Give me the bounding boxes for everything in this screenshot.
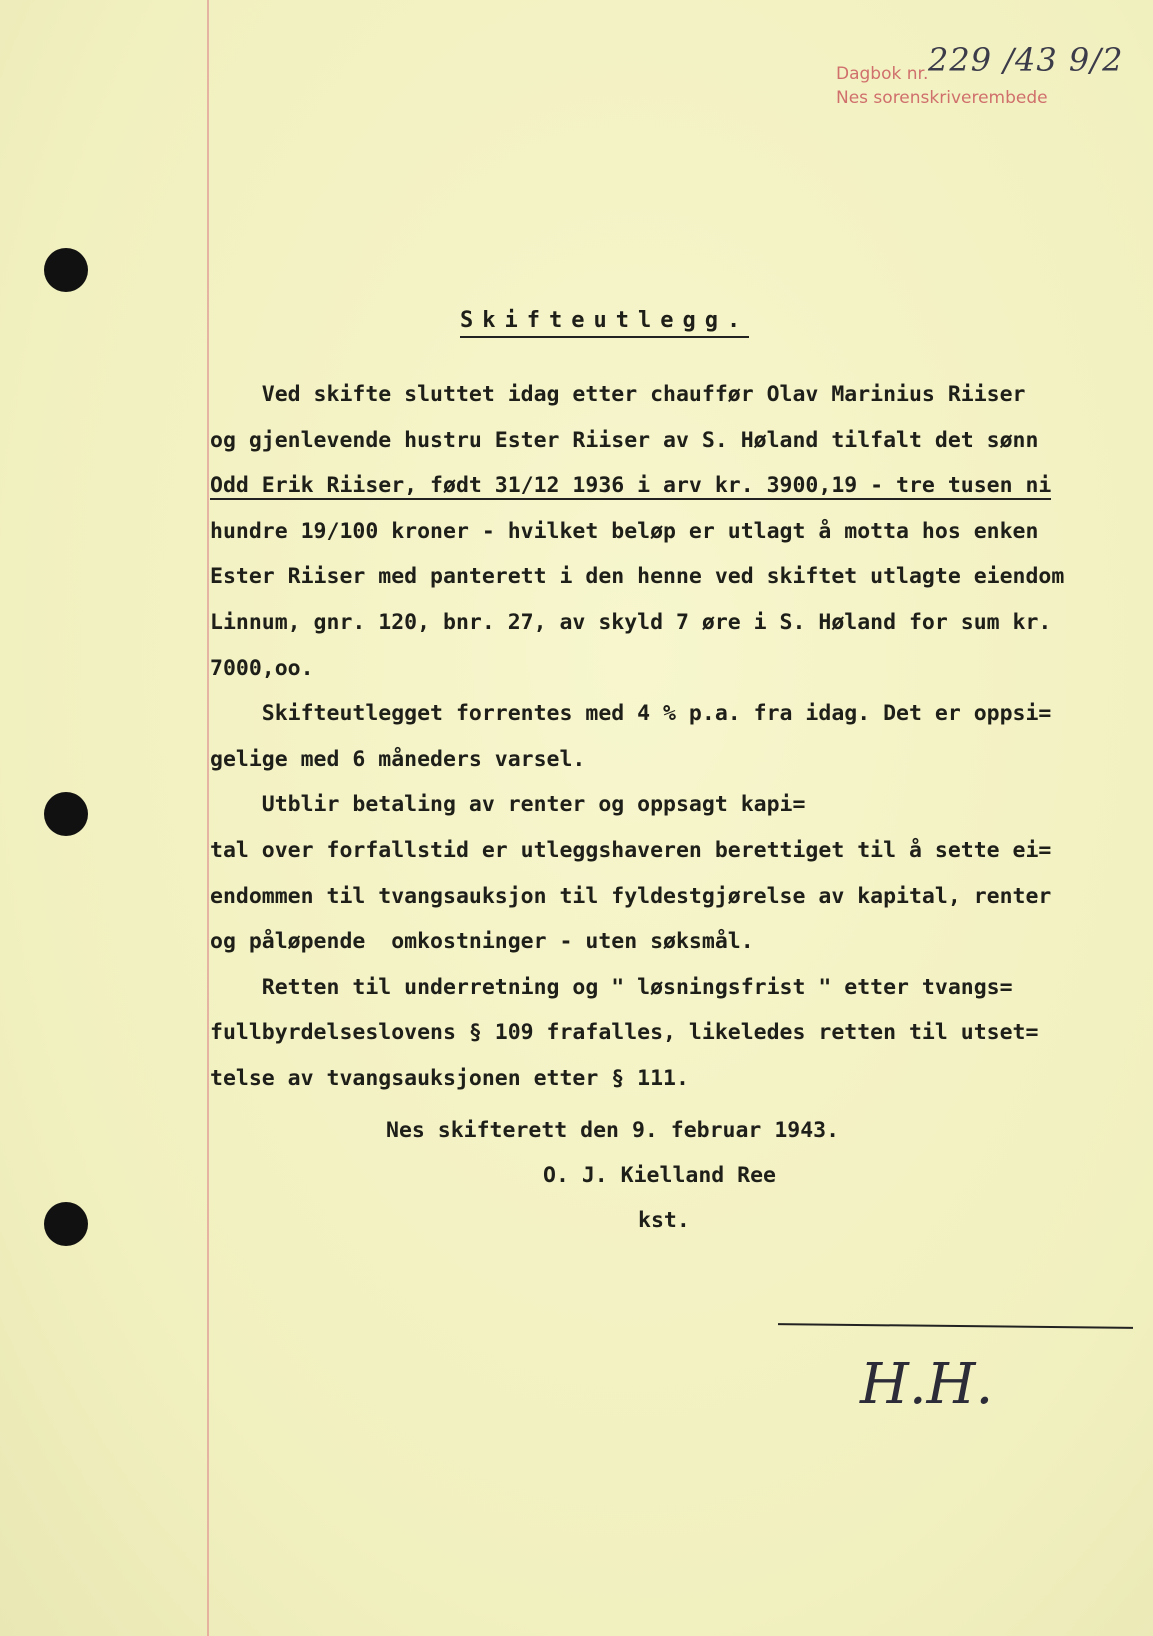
body-line: Utblir betaling av renter og oppsagt kapi= [210, 792, 806, 818]
closing-place-date: Nes skifterett den 9. februar 1943. [386, 1118, 840, 1143]
punch-hole-top [44, 248, 88, 292]
stamp-line-1: Dagbok nr. [836, 64, 929, 84]
body-line: fullbyrdelseslovens § 109 frafalles, likeledes retten til utset= [210, 1020, 1039, 1046]
registry-stamp [836, 41, 1124, 110]
margin-line [207, 0, 209, 1636]
body-line: Skifteutlegget forrentes med 4 % p.a. fra idag. Det er oppsi= [210, 701, 1052, 727]
stamp-line-2: Nes sorenskriverembede [836, 88, 1048, 108]
body-line: hundre 19/100 kroner - hvilket beløp er utlagt å motta hos enken [210, 518, 1039, 544]
body-line: tal over forfallstid er utleggshaveren berettiget til å sette ei= [210, 837, 1052, 863]
body-line: og påløpende omkostninger - uten søksmål. [210, 929, 754, 955]
body-line-underlined [210, 463, 1115, 509]
signature-line [778, 1323, 1133, 1329]
body-line: telse av tvangsauksjonen etter § 111. [210, 1065, 689, 1091]
body-line: gelige med 6 måneders varsel. [210, 746, 586, 772]
handwritten-entry-number: 229 /43 9/2 [928, 41, 1124, 79]
document-body [210, 372, 1115, 1102]
punch-hole-bottom [44, 1202, 88, 1246]
body-line: Ester Riiser med panterett i den henne ved skiftet utlagte eiendom [210, 564, 1065, 590]
body-line: og gjenlevende hustru Ester Riiser av S. Høland tilfalt det sønn [210, 427, 1039, 453]
handwritten-initials: H.H. [860, 1352, 994, 1417]
body-line: Linnum, gnr. 120, bnr. 27, av skyld 7 øre i S. Høland for sum kr. [210, 609, 1052, 635]
punch-hole-middle [44, 792, 88, 836]
closing-signatory: O. J. Kielland Ree [543, 1163, 776, 1188]
body-line: endommen til tvangsauksjon til fyldestgjørelse av kapital, renter [210, 883, 1052, 909]
body-line: Retten til underretning og " løsningsfrist " etter tvangs= [210, 974, 1013, 1000]
underlined-text: Odd Erik Riiser, født 31/12 1936 i arv kr. 3900,19 - tre tusen ni [210, 473, 1052, 499]
body-line: Ved skifte sluttet idag etter chauffør Olav Marinius Riiser [210, 382, 1026, 407]
closing-title: kst. [638, 1208, 690, 1233]
body-line: 7000,oo. [210, 655, 314, 681]
document-title: Skifteutlegg. [460, 308, 749, 338]
